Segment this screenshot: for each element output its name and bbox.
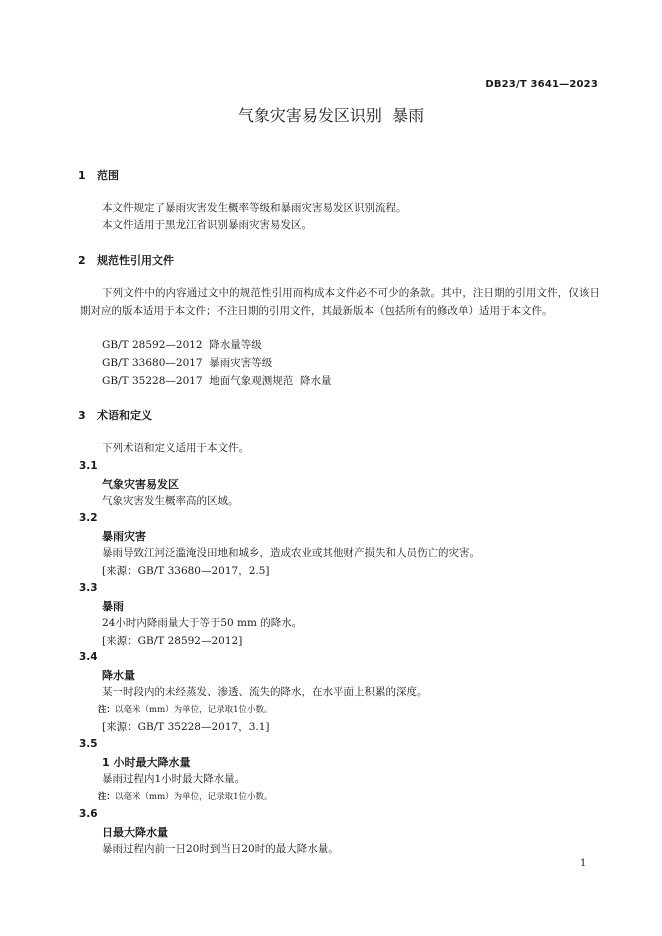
term-source: [来源：GB/T 35228—2017，3.1]	[102, 721, 270, 733]
term-number: 3.6	[79, 808, 98, 820]
term-number: 3.5	[79, 738, 98, 750]
note-text: 以毫米（mm）为单位，记录取1位小数。	[115, 792, 273, 802]
term-note	[98, 703, 273, 715]
section-1-para-2: 本文件适用于黑龙江省识别暴雨灾害易发区。	[102, 219, 312, 231]
term-definition: 暴雨过程内前一日20时到当日20时的最大降水量。	[102, 843, 339, 855]
reference-item: GB/T 28592—2012 降水量等级	[102, 339, 262, 351]
section-2-number: 2	[78, 254, 86, 267]
section-2-intro: 下列文件中的内容通过文中的规范性引用而构成本文件必不可少的条款。其中，注日期的引用文件，仅该日期对应的版本适用于本文件；不注日期的引用文件，其最新版本（包括所有的修改单）适用于本文件。	[80, 287, 600, 317]
standard-number: DB23/T 3641—2023	[485, 79, 598, 90]
term-definition: 气象灾害发生概率高的区域。	[102, 495, 239, 507]
term-definition: 某一时段内的未经蒸发、渗透、流失的降水，在水平面上积累的深度。	[102, 686, 428, 698]
term-number: 3.2	[79, 512, 98, 524]
term-definition: 暴雨导致江河泛滥淹没田地和城乡，造成农业或其他财产损失和人员伤亡的灾害。	[102, 547, 480, 559]
term-definition: 24小时内降雨量大于等于50 mm 的降水。	[102, 617, 303, 629]
section-3-intro: 下列术语和定义适用于本文件。	[102, 442, 249, 454]
term-title: 日最大降水量	[102, 826, 168, 839]
note-label: 注：	[98, 705, 116, 715]
section-2-heading	[78, 252, 174, 268]
term-source: [来源：GB/T 28592—2012]	[102, 635, 243, 647]
section-1-number: 1	[78, 169, 86, 182]
section-1-para-1: 本文件规定了暴雨灾害发生概率等级和暴雨灾害易发区识别流程。	[102, 202, 407, 214]
section-3-title: 术语和定义	[97, 409, 152, 422]
document-title: 气象灾害易发区识别 暴雨	[237, 106, 425, 125]
section-3-number: 3	[78, 409, 86, 422]
section-1-heading	[78, 167, 119, 183]
page-number: 1	[580, 858, 587, 869]
term-title: 暴雨	[102, 600, 124, 613]
term-number: 3.1	[79, 460, 98, 472]
term-number: 3.3	[79, 582, 98, 594]
reference-item: GB/T 35228—2017 地面气象观测规范 降水量	[102, 375, 332, 387]
section-3-heading	[78, 407, 152, 423]
term-title: 1 小时最大降水量	[102, 756, 191, 769]
term-source: [来源：GB/T 33680—2017，2.5]	[102, 565, 270, 577]
term-title: 暴雨灾害	[102, 530, 146, 543]
term-definition: 暴雨过程内1小时最大降水量。	[102, 773, 246, 785]
term-title: 气象灾害易发区	[102, 478, 179, 491]
term-note	[98, 790, 273, 802]
reference-item: GB/T 33680—2017 暴雨灾害等级	[102, 357, 273, 369]
section-2-title: 规范性引用文件	[97, 254, 174, 267]
term-title: 降水量	[102, 669, 135, 682]
note-text: 以毫米（mm）为单位，记录取1位小数。	[115, 705, 273, 715]
term-number: 3.4	[79, 651, 98, 663]
note-label: 注：	[98, 792, 116, 802]
section-1-title: 范围	[97, 169, 119, 182]
